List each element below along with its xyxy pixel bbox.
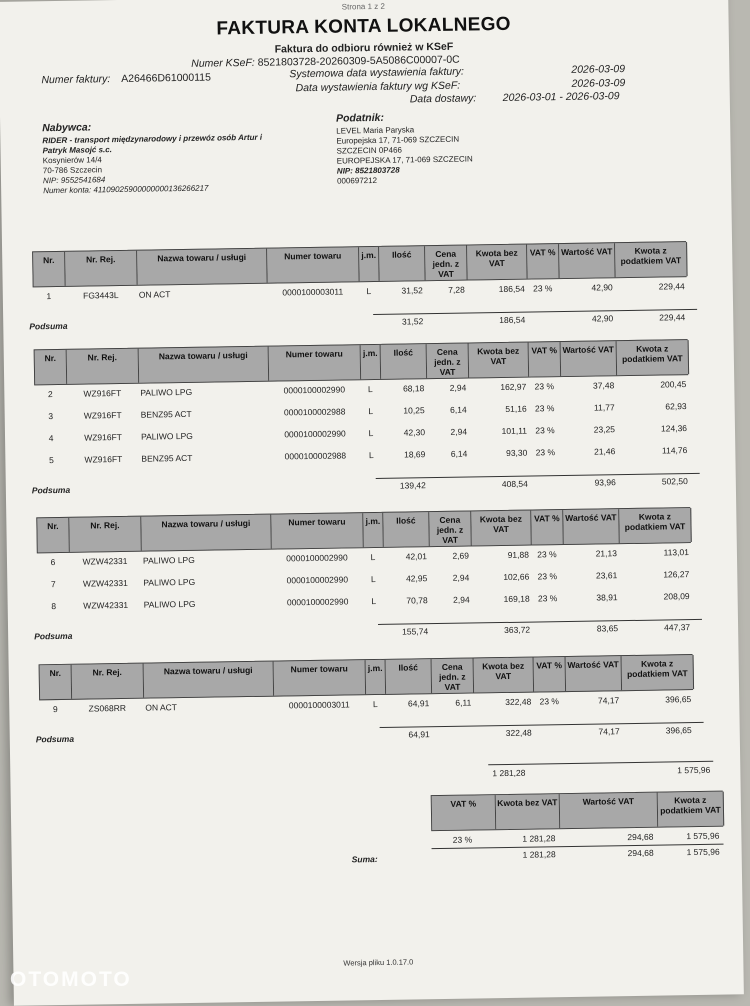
cell-gross: 229,44 xyxy=(658,281,685,292)
seller-name: LEVEL Maria Paryska xyxy=(336,125,415,136)
subtotal-label: Podsuma xyxy=(35,733,75,745)
grand-total-net: 1 281,28 xyxy=(492,767,526,779)
cell-unit: L xyxy=(367,384,373,395)
delivery-date-value: 2026-03-01 - 2026-03-09 xyxy=(502,90,620,104)
cell-net: 102,66 xyxy=(503,571,530,583)
column-header-vat-rate: VAT % xyxy=(534,657,567,691)
table-row xyxy=(33,281,687,313)
buyer-heading: Nabywca: xyxy=(42,121,92,135)
cell-net: 91,88 xyxy=(507,549,530,560)
cell-qty: 10,25 xyxy=(403,405,425,416)
cell-code: 0000100002990 xyxy=(284,428,346,440)
vat-column-header: VAT % xyxy=(432,795,497,830)
cell-nr: 1 xyxy=(46,291,52,302)
cell-code: 0000100002990 xyxy=(286,574,349,586)
cell-code: 0000100002988 xyxy=(283,406,346,418)
cell-gross: 126,27 xyxy=(663,569,690,580)
column-header-unit: j.m. xyxy=(359,247,380,281)
subtotal-label: Podsuma xyxy=(31,484,71,496)
column-header-nr: Nr. xyxy=(33,252,66,286)
vat-column-header: Wartość VAT xyxy=(560,793,659,829)
cell-plate: WZ916FT xyxy=(84,453,123,465)
cell-price: 6,14 xyxy=(450,404,467,415)
subtotal-vat-value: 93,96 xyxy=(594,477,616,488)
seller-heading: Podatnik: xyxy=(335,111,384,125)
subtotal-gross: 502,50 xyxy=(661,476,688,487)
cell-code: 0000100003011 xyxy=(288,699,350,711)
cell-nr: 9 xyxy=(52,704,58,715)
cell-gross: 124,36 xyxy=(660,423,688,434)
column-header-code: Numer towaru xyxy=(274,660,367,695)
cell-vat-value: 74,17 xyxy=(597,695,620,706)
column-header-net: Kwota bez VAT xyxy=(469,343,530,378)
cell-vat-value: 11,77 xyxy=(593,402,615,413)
page-number: Strona 1 z 2 xyxy=(341,1,385,12)
cell-vat-rate: 23 % xyxy=(539,696,560,707)
cell-nr: 5 xyxy=(48,455,54,466)
seller-address-3: EUROPEJSKA 17, 71-069 SZCZECIN xyxy=(336,154,473,166)
column-header-vat-rate: VAT % xyxy=(527,244,560,278)
subtotal-qty: 64,91 xyxy=(408,729,430,740)
cell-nr: 8 xyxy=(51,601,57,612)
cell-plate: WZ916FT xyxy=(83,387,122,399)
cell-unit: L xyxy=(372,699,378,710)
cell-price: 2,94 xyxy=(452,572,470,583)
cell-plate: ZS068RR xyxy=(88,702,127,714)
document-subtitle: Faktura do odbioru również w KSeF xyxy=(274,40,454,56)
cell-gross: 208,09 xyxy=(663,591,690,602)
buyer-nip: NIP: 9552541684 xyxy=(42,175,106,186)
cell-qty: 42,01 xyxy=(405,551,428,562)
cell-plate: FG3443L xyxy=(83,290,119,301)
column-header-code: Numer towaru xyxy=(271,513,364,548)
cell-gross: 200,45 xyxy=(660,379,687,390)
cell-vat-value: 42,90 xyxy=(591,282,613,293)
cell-vat-rate: 23 % xyxy=(537,593,558,604)
cell-vat-value: 37,48 xyxy=(592,380,615,391)
vat-column-header: Kwota z podatkiem VAT xyxy=(658,792,725,827)
cell-unit: L xyxy=(368,450,374,461)
seller-address-2: SZCZECIN 0P466 xyxy=(336,145,402,156)
suma-value: 294,68 xyxy=(627,847,654,859)
column-header-vat-rate: VAT % xyxy=(531,510,564,544)
subtotal-net: 322,48 xyxy=(505,727,532,738)
column-header-qty: Ilość xyxy=(381,344,428,379)
cell-unit: L xyxy=(368,406,374,417)
subtotal-label: Podsuma xyxy=(34,630,73,642)
buyer-name-1: RIDER - transport międzynarodowy i przewóz osób Artur i xyxy=(42,132,263,146)
cell-qty: 68,18 xyxy=(402,383,425,394)
cell-plate: WZW42331 xyxy=(82,577,128,589)
cell-net: 186,54 xyxy=(498,283,525,295)
column-header-vat-value: Wartość VAT xyxy=(561,341,618,376)
cell-product: ON ACT xyxy=(138,289,171,300)
column-header-gross: Kwota z podatkiem VAT xyxy=(619,508,692,543)
column-header-vat-value: Wartość VAT xyxy=(559,243,616,278)
cell-code: 0000100002988 xyxy=(284,450,347,462)
column-header-price: Cena jedn. z VAT xyxy=(432,658,475,693)
cell-qty: 64,91 xyxy=(407,698,430,709)
cell-product: ON ACT xyxy=(145,702,178,713)
cell-plate: WZ916FT xyxy=(83,409,122,421)
column-header-price: Cena jedn. z VAT xyxy=(425,246,468,281)
column-header-vat-value: Wartość VAT xyxy=(563,509,620,544)
cell-net: 169,18 xyxy=(503,593,530,605)
seller-nip: NIP: 8521803728 xyxy=(336,165,400,176)
cell-unit: L xyxy=(370,552,376,563)
subtotal-net: 363,72 xyxy=(504,624,531,636)
system-date-value: 2026-03-09 xyxy=(571,63,626,76)
cell-vat-rate: 23 % xyxy=(534,381,555,392)
cell-vat-rate: 23 % xyxy=(535,447,556,458)
cell-product: BENZ95 ACT xyxy=(141,452,193,464)
cell-product: PALIWO LPG xyxy=(140,386,193,398)
cell-code: 0000100003011 xyxy=(282,286,344,298)
column-header-qty: Ilość xyxy=(386,659,433,694)
column-header-plate: Nr. Rej. xyxy=(69,517,142,552)
subtotal-net: 408,54 xyxy=(501,478,528,490)
column-header-product: Nazwa towaru / usługi xyxy=(137,249,268,285)
column-header-plate: Nr. Rej. xyxy=(67,349,140,384)
cell-vat-value: 21,46 xyxy=(593,446,616,457)
column-header-gross: Kwota z podatkiem VAT xyxy=(622,655,695,690)
cell-vat-rate: 23 % xyxy=(537,571,558,582)
subtotal-label: Podsuma xyxy=(29,320,68,332)
cell-product: PALIWO LPG xyxy=(143,598,196,610)
column-header-price: Cena jedn. z VAT xyxy=(427,344,470,379)
column-header-qty: Ilość xyxy=(379,246,426,281)
column-header-code: Numer towaru xyxy=(267,247,360,282)
cell-vat-rate: 23 % xyxy=(534,403,555,414)
cell-unit: L xyxy=(368,428,374,439)
cell-nr: 2 xyxy=(47,389,53,400)
column-header-qty: Ilość xyxy=(383,512,430,547)
buyer-name-2: Patryk Masojć s.c. xyxy=(42,145,112,156)
invoice-number: Numer faktury: A26466D61000115 xyxy=(41,71,212,87)
column-header-nr: Nr. xyxy=(35,350,68,384)
buyer-account: Numer konta: 41109025900000000136266217 xyxy=(43,183,209,196)
ksef-date-label: Data wystawienia faktury wg KSeF: xyxy=(295,79,461,95)
document-title: FAKTURA KONTA LOKALNEGO xyxy=(216,13,511,40)
column-header-product: Nazwa towaru / usługi xyxy=(144,662,275,698)
subtotal-gross: 229,44 xyxy=(659,312,686,323)
cell-price: 6,14 xyxy=(450,448,468,459)
subtotal-gross: 396,65 xyxy=(665,725,692,736)
cell-vat-value: 21,13 xyxy=(595,548,618,559)
ksef-date-value: 2026-03-09 xyxy=(571,77,626,90)
column-header-product: Nazwa towaru / usługi xyxy=(139,347,270,383)
column-header-nr: Nr. xyxy=(37,518,70,552)
cell-qty: 31,52 xyxy=(401,285,423,296)
cell-price: 2,94 xyxy=(450,426,468,437)
column-header-code: Numer towaru xyxy=(269,345,362,380)
cell-gross: 396,65 xyxy=(665,694,692,705)
column-header-vat-rate: VAT % xyxy=(529,342,562,376)
column-header-price: Cena jedn. z VAT xyxy=(429,512,472,547)
suma-label: Suma: xyxy=(351,854,378,865)
vat-summary-cell: 1 281,28 xyxy=(522,833,556,844)
table-header xyxy=(39,654,693,700)
cell-qty: 70,78 xyxy=(406,595,428,606)
cell-code: 0000100002990 xyxy=(286,596,349,608)
cell-nr: 4 xyxy=(48,433,54,444)
column-header-product: Nazwa towaru / usługi xyxy=(141,515,272,551)
cell-vat-rate: 23 % xyxy=(532,283,553,294)
vat-summary-cell: 294,68 xyxy=(627,831,654,843)
ksef-number: Numer KSeF: 8521803728-20260309-5A5086C00007-0C xyxy=(191,53,460,70)
subtotal-vat-value: 74,17 xyxy=(598,726,620,737)
cell-net: 101,11 xyxy=(501,425,528,437)
cell-nr: 6 xyxy=(50,557,56,568)
seller-code: 000697212 xyxy=(336,175,378,186)
cell-plate: WZW42331 xyxy=(82,555,128,567)
cell-code: 0000100002990 xyxy=(283,384,346,396)
cell-unit: L xyxy=(370,574,376,585)
buyer-city: 70-786 Szczecin xyxy=(42,165,103,176)
cell-qty: 42,95 xyxy=(405,573,428,584)
table-header xyxy=(32,241,686,287)
column-header-net: Kwota bez VAT xyxy=(471,511,532,546)
vat-column-header: Kwota bez VAT xyxy=(496,794,561,829)
suma-value: 1 575,96 xyxy=(686,846,720,858)
cell-net: 162,97 xyxy=(500,381,527,393)
grand-total-gross: 1 575,96 xyxy=(677,764,711,776)
cell-price: 7,28 xyxy=(448,284,465,295)
cell-unit: L xyxy=(371,596,377,607)
cell-qty: 18,69 xyxy=(403,449,426,460)
vat-summary-cell: 23 % xyxy=(452,834,473,845)
cell-plate: WZ916FT xyxy=(84,431,123,443)
vat-summary-cell: 1 575,96 xyxy=(686,830,720,842)
cell-nr: 3 xyxy=(48,411,54,422)
cell-plate: WZW42331 xyxy=(83,599,129,611)
cell-product: BENZ95 ACT xyxy=(140,408,192,420)
cell-vat-value: 38,91 xyxy=(596,592,618,603)
subtotal-qty: 155,74 xyxy=(402,626,429,637)
column-header-nr: Nr. xyxy=(40,665,73,699)
cell-product: PALIWO LPG xyxy=(143,576,196,588)
cell-qty: 42,30 xyxy=(403,427,426,438)
cell-gross: 62,93 xyxy=(665,401,687,412)
seller-address-1: Europejska 17, 71-069 SZCZECIN xyxy=(336,134,460,146)
subtotal-vat-value: 83,65 xyxy=(596,623,619,634)
delivery-date-label: Data dostawy: xyxy=(409,92,477,106)
cell-price: 2,94 xyxy=(449,382,467,393)
cell-product: PALIWO LPG xyxy=(142,554,195,566)
column-header-unit: j.m. xyxy=(361,345,382,379)
file-version: Wersja pliku 1.0.17.0 xyxy=(343,957,414,968)
column-header-gross: Kwota z podatkiem VAT xyxy=(617,340,690,375)
column-header-plate: Nr. Rej. xyxy=(65,251,138,286)
subtotal-gross: 447,37 xyxy=(664,622,691,633)
cell-net: 93,30 xyxy=(505,447,528,458)
seller-block xyxy=(336,111,473,186)
table-header xyxy=(36,507,690,553)
cell-price: 6,11 xyxy=(455,697,472,708)
otomoto-watermark: OTOMOTO xyxy=(10,968,132,991)
cell-price: 2,69 xyxy=(452,550,470,561)
cell-code: 0000100002990 xyxy=(286,552,348,564)
cell-net: 322,48 xyxy=(505,696,532,707)
cell-gross: 113,01 xyxy=(663,547,689,558)
subtotal-vat-value: 42,90 xyxy=(591,313,614,324)
vat-summary-header xyxy=(431,791,724,832)
system-date-label: Systemowa data wystawienia faktury: xyxy=(289,65,464,81)
subtotal-qty: 139,42 xyxy=(399,480,426,491)
cell-price: 2,94 xyxy=(453,594,470,605)
buyer-block xyxy=(42,120,263,196)
table-row xyxy=(39,694,693,726)
cell-net: 51,16 xyxy=(505,403,527,414)
cell-vat-rate: 23 % xyxy=(537,549,557,560)
cell-vat-value: 23,61 xyxy=(595,570,618,581)
column-header-net: Kwota bez VAT xyxy=(467,245,528,280)
table-header xyxy=(34,339,688,385)
column-header-net: Kwota bez VAT xyxy=(474,658,535,693)
cell-vat-value: 23,25 xyxy=(593,424,616,435)
cell-unit: L xyxy=(366,286,372,297)
subtotal-net: 186,54 xyxy=(499,314,526,326)
column-header-gross: Kwota z podatkiem VAT xyxy=(615,242,688,277)
cell-gross: 114,76 xyxy=(661,445,688,456)
column-header-vat-value: Wartość VAT xyxy=(566,656,623,691)
cell-vat-rate: 23 % xyxy=(535,425,555,436)
suma-value: 1 281,28 xyxy=(522,849,556,860)
column-header-unit: j.m. xyxy=(363,513,384,547)
subtotal-qty: 31,52 xyxy=(401,316,424,327)
buyer-street: Kosynierów 14/4 xyxy=(42,155,102,166)
column-header-plate: Nr. Rej. xyxy=(72,664,145,699)
cell-nr: 7 xyxy=(50,579,56,590)
column-header-unit: j.m. xyxy=(366,660,387,694)
cell-product: PALIWO LPG xyxy=(140,430,193,442)
